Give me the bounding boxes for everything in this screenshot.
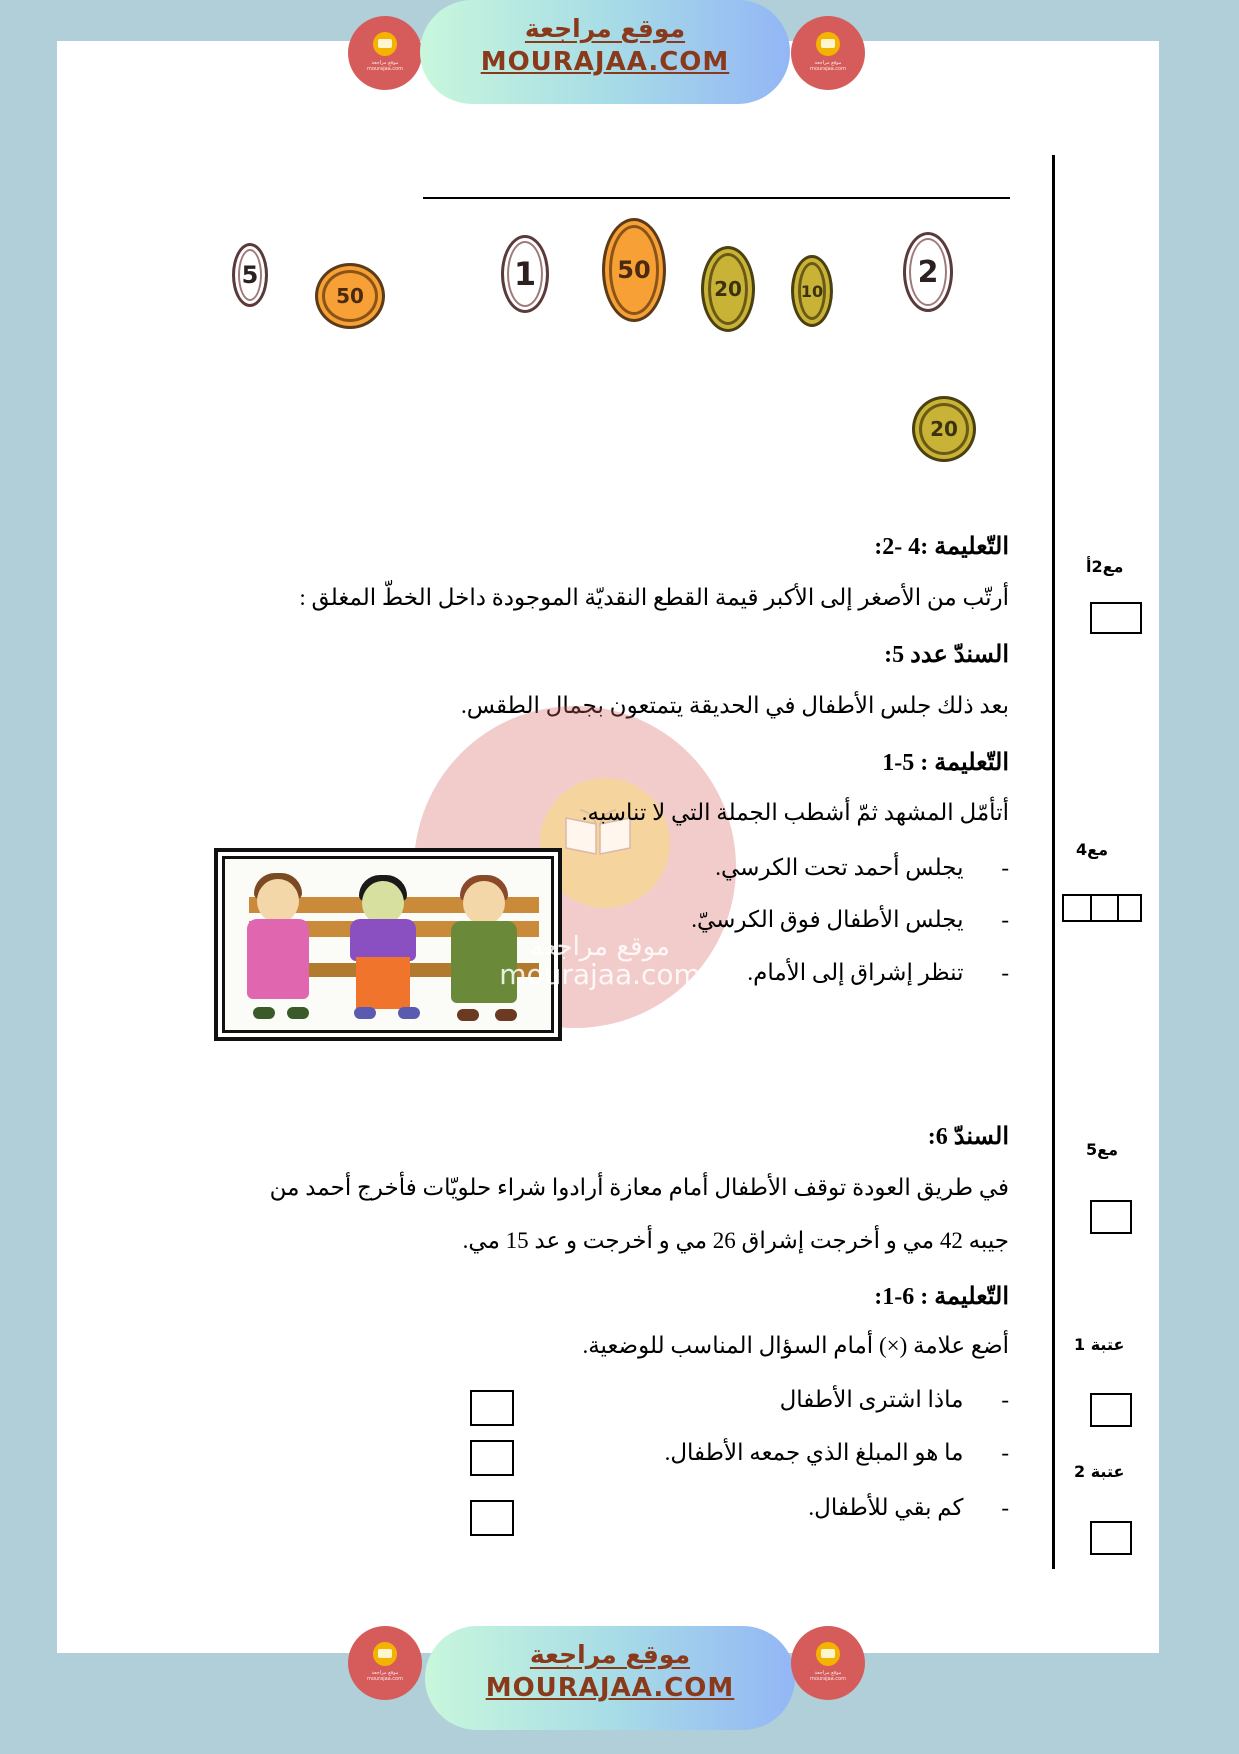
- score-box-criterion-4[interactable]: [1062, 894, 1142, 922]
- coin-10: 10: [791, 255, 833, 327]
- support-6-text-line-1: في طريق العودة توقف الأطفال أمام معازة أرادوا شراء حلويّات فأخرج أحمد من: [269, 1175, 1009, 1200]
- coin-2: 2: [903, 232, 953, 312]
- coin-5: 5: [232, 243, 268, 307]
- score-box-threshold-1[interactable]: [1090, 1393, 1132, 1427]
- coin-20-extra: 20: [912, 396, 976, 462]
- logo-badge-left: موقع مراجعة mourajaa.com: [348, 1626, 422, 1700]
- book-icon: [816, 1642, 840, 1666]
- site-name-arabic: موقع مراجعة: [529, 1640, 691, 1669]
- site-banner[interactable]: [420, 0, 790, 104]
- top-banner: [0, 0, 1239, 110]
- margin-label-criterion-2a: مع2أ: [1086, 557, 1124, 576]
- support-6-heading: السندّ 6:: [927, 1124, 1009, 1150]
- score-box-threshold-2[interactable]: [1090, 1521, 1132, 1555]
- margin-label-criterion-5: مع5: [1086, 1140, 1118, 1159]
- site-name-arabic: موقع مراجعة: [524, 14, 686, 43]
- bullet-item[interactable]: - تنظر إشراق إلى الأمام.: [747, 960, 1009, 985]
- answer-checkbox-3[interactable]: [470, 1500, 514, 1536]
- answer-checkbox-1[interactable]: [470, 1390, 514, 1426]
- logo-badge-left: موقع مراجعة mourajaa.com: [348, 16, 422, 90]
- margin-label-threshold-2: عتبة 2: [1074, 1462, 1125, 1481]
- score-box-criterion-2a[interactable]: [1090, 602, 1142, 634]
- instruction-6-1-heading: التّعليمة : 6-1:: [874, 1284, 1009, 1310]
- support-5-text: بعد ذلك جلس الأطفال في الحديقة يتمتعون بجمال الطقس.: [460, 693, 1009, 718]
- option-item: - كم بقي للأطفال.: [808, 1495, 1009, 1520]
- margin-label-criterion-4: مع4: [1076, 840, 1108, 859]
- coin-50: 50: [315, 263, 385, 329]
- bottom-banner: [0, 1620, 1239, 1730]
- margin-label-threshold-1: عتبة 1: [1074, 1335, 1125, 1354]
- instruction-5-1-text: أتأمّل المشهد ثمّ أشطب الجملة التي لا تناسبه.: [581, 800, 1009, 825]
- support-5-heading: السندّ عدد 5:: [884, 642, 1009, 668]
- watermark-text: موقع مراجعة mourajaa.com: [499, 932, 701, 991]
- instruction-4-2-heading: التّعليمة :4 -2:: [874, 534, 1009, 560]
- coin-20: 20: [701, 246, 755, 332]
- score-box-criterion-5[interactable]: [1090, 1200, 1132, 1234]
- coin-50: 50: [602, 218, 666, 322]
- site-name-latin: MOURAJAA.COM: [480, 47, 730, 77]
- option-item: - ماذا اشترى الأطفال: [779, 1387, 1009, 1412]
- instruction-6-1-text: أضع علامة (×) أمام السؤال المناسب للوضعية.: [582, 1333, 1009, 1358]
- site-banner[interactable]: [425, 1626, 795, 1730]
- book-icon: [373, 32, 397, 56]
- instruction-4-2-text: أرتّب من الأصغر إلى الأكبر قيمة القطع النقديّة الموجودة داخل الخطّ المغلق :: [299, 585, 1009, 610]
- site-name-latin: MOURAJAA.COM: [485, 1673, 735, 1703]
- answer-checkbox-2[interactable]: [470, 1440, 514, 1476]
- instruction-5-1-heading: التّعليمة : 5-1: [882, 750, 1009, 776]
- bullet-item[interactable]: - يجلس أحمد تحت الكرسي.: [715, 855, 1009, 880]
- option-item: - ما هو المبلغ الذي جمعه الأطفال.: [664, 1440, 1009, 1465]
- logo-badge-right: موقع مراجعة mourajaa.com: [791, 16, 865, 90]
- bullet-item[interactable]: - يجلس الأطفال فوق الكرسيّ.: [691, 907, 1009, 932]
- logo-badge-right: موقع مراجعة mourajaa.com: [791, 1626, 865, 1700]
- book-icon: [373, 1642, 397, 1666]
- margin-divider: [1052, 155, 1055, 1569]
- support-6-text-line-2: جيبه 42 مي و أخرجت إشراق 26 مي و أخرجت و عد 15 مي.: [462, 1228, 1009, 1253]
- closed-line-top: [423, 197, 1010, 199]
- coin-1: 1: [501, 235, 549, 313]
- book-icon: [816, 32, 840, 56]
